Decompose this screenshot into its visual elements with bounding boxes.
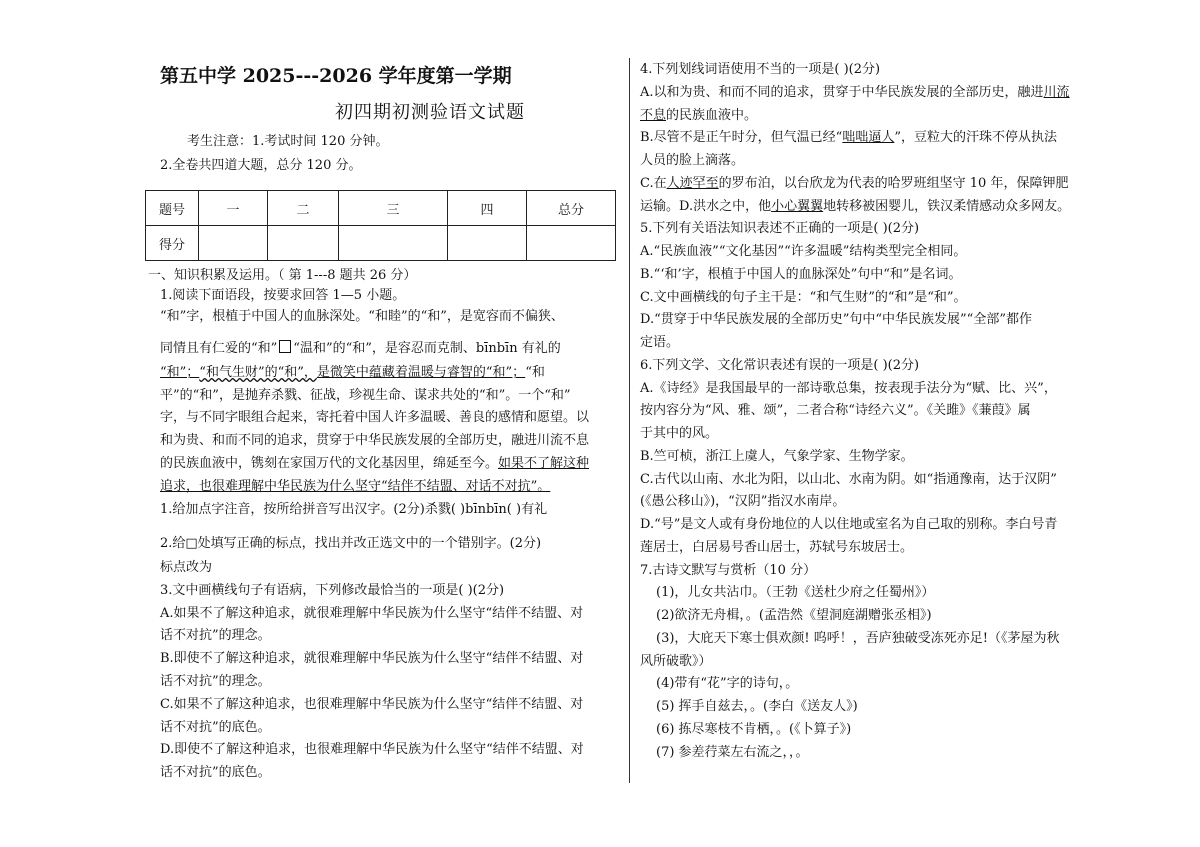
passage-line: 和为贵、和而不同的追求，贯穿于中华民族发展的全部历史，融进川流不息 (160, 433, 590, 448)
option-text: 的罗布泊，以台欣龙为代表的哈罗班组坚守 10 年，保障钾肥 (718, 176, 1069, 191)
exam-subject-title: 初四期初测验语文试题 (335, 102, 525, 123)
underlined-sentence: 如果不了解这种 (498, 456, 590, 471)
q3-option-d: D.即使不了解这种追求，也很难理解中华民族为什么坚守“结伴不结盟、对 (160, 742, 584, 757)
q6-option-a: 于其中的风。 (640, 426, 719, 441)
q2-answer-line: 标点改为 (160, 560, 213, 575)
q7-heading: 7.古诗文默写与赏析（10 分） (640, 563, 817, 578)
underlined-word: 人迹罕至 (666, 176, 719, 191)
score-cell[interactable] (527, 226, 616, 261)
q6-option-d: 莲居士，白居易号香山居士，苏轼号东坡居士。 (640, 540, 914, 555)
q7-item: (1)，儿女共沾巾。（王勃《送杜少府之任蜀州》） (656, 585, 935, 600)
notice-line-1: 考生注意：1.考试时间 120 分钟。 (187, 134, 389, 149)
passage-text: 同情且有仁爱的“和” (160, 341, 278, 356)
score-table-score-row (146, 226, 616, 261)
option-text: B.尽管不是正午时分，但气温已经“ (640, 130, 843, 145)
score-cell[interactable] (339, 226, 448, 261)
q7-item: (7) 参差荇菜左右流之，，。 (656, 745, 809, 760)
q5-option-c: C.文中画横线的句子主干是：“和气生财”的“和”是“和”。 (640, 290, 967, 305)
q5-option-d: D.“贯穿于中华民族发展的全部历史”句中“中华民族发展”“全部”都作 (640, 312, 1032, 327)
underlined-word: 小心翼翼 (771, 199, 824, 214)
q7-item: 风所破歌》） (640, 654, 712, 669)
q3-option-a: A.如果不了解这种追求，就很难理解中华民族为什么坚守“结伴不结盟、对 (160, 606, 584, 621)
option-text: C.在 (640, 176, 667, 191)
score-table (145, 190, 616, 261)
q3-option-c: 话不对抗”的底色。 (160, 720, 271, 735)
score-header-cell: 总分 (527, 191, 616, 226)
score-header-cell: 一 (199, 191, 268, 226)
passage-text: “和”； (160, 365, 200, 380)
q7-item: (4)带有“花”字的诗句，。 (656, 676, 799, 691)
notice-line-2: 2.全卷共四道大题，总分 120 分。 (160, 158, 362, 173)
score-header-cell: 三 (339, 191, 448, 226)
underlined-sentence: 追求，也很难理解中华民族为什么坚守“结伴不结盟、对话不对抗”。 (160, 479, 551, 494)
q4-option-a (640, 85, 1070, 101)
q7-item: (6) 拣尽寒枝不肯栖，。(《卜算子》) (656, 722, 852, 737)
q3-option-a: 话不对抗”的理念。 (160, 628, 271, 643)
option-text: A.以和为贵、和而不同的追求，贯穿于中华民族发展的全部历史，融进 (640, 85, 1044, 100)
q3-question: 3.文中画横线句子有语病，下列修改最恰当的一项是( )(2分) (160, 583, 505, 598)
q7-item: (5) 挥手自兹去，。(李白《送友人》) (656, 699, 858, 714)
passage-line (160, 340, 561, 357)
punctuation-blank-box[interactable] (279, 340, 291, 353)
passage-text: “和 (525, 365, 545, 380)
q7-item: (3)，大庇天下寒士俱欢颜! 呜呼！，吾庐独破受冻死亦足!（《茅屋为秋 (656, 631, 1060, 646)
exam-school-title: 第五中学 2025---2026 学年度第一学期 (160, 65, 512, 87)
q6-option-a: 按内容分为“风、雅、颂”，二者合称“诗经六义”。《关雎》《蒹葭》属 (640, 403, 1031, 418)
score-cell[interactable] (268, 226, 339, 261)
q3-option-b: B.即使不了解这种追求，就很难理解中华民族为什么坚守“结伴不结盟、对 (160, 651, 584, 666)
q3-option-d: 话不对抗”的底色。 (160, 765, 271, 780)
underlined-sentence: 是微笑中蕴藏着温暖与睿智的“和”； (316, 365, 526, 380)
score-row-label: 得分 (146, 226, 199, 261)
q4-option-b (640, 130, 1057, 146)
q1-intro: 1.阅读下面语段，按要求回答 1—5 小题。 (160, 288, 406, 303)
q4-option-c-d (640, 199, 1070, 215)
q2-question: 2.给□处填写正确的标点，找出并改正选文中的一个错别字。(2分) (160, 536, 542, 551)
option-text: 地转移被困婴儿，铁汉柔情感动众多网友。 (823, 199, 1071, 214)
q6-question: 6.下列文学、文化常识表述有误的一项是( )(2分) (640, 358, 920, 373)
underlined-word: 川流 (1043, 85, 1070, 100)
q6-option-b: B.竺可桢，浙江上虞人，气象学家、生物学家。 (640, 449, 914, 464)
q7-item: (2)欲济无舟楫，。(孟浩然《望洞庭湖赠张丞相》) (656, 608, 932, 623)
q3-option-b: 话不对抗”的理念。 (160, 674, 271, 689)
q4-option-a (640, 108, 757, 124)
underlined-word: 不息 (640, 108, 667, 123)
q6-option-a: A.《诗经》是我国最早的一部诗歌总集，按表现手法分为“赋、比、兴”， (640, 381, 1057, 396)
option-text: ”，豆粒大的汗珠不停从执法 (894, 130, 1058, 145)
passage-line: 字，与不同字眼组合起来，寄托着中国人许多温暖、善良的感情和愿望。以 (160, 410, 590, 425)
score-header-cell: 四 (448, 191, 527, 226)
option-text: 的民族血液中。 (666, 108, 758, 123)
q6-option-c: (《愚公移山》)，“汉阴”指汉水南岸。 (640, 494, 846, 509)
section-one-heading: 一、知识积累及运用。（ 第 1---8 题共 26 分） (148, 268, 417, 283)
q5-option-a: A.“民族血液”“文化基因”“许多温暖”结构类型完全相同。 (640, 244, 967, 259)
q6-option-c: C.古代以山南、水北为阳，以山北、水南为阴。如“指通豫南，达于汉阴” (640, 472, 1057, 487)
q5-question: 5.下列有关语法知识表述不正确的一项是( )(2分) (640, 221, 920, 236)
q1-pinyin-question: 1.给加点字注音，按所给拼音写出汉字。(2分)杀戮( )bīnbīn( )有礼 (160, 502, 548, 517)
passage-text: 的民族血液中，镌刻在家国万代的文化基因里，绵延至今。 (160, 456, 499, 471)
score-cell[interactable] (199, 226, 268, 261)
score-header-cell: 题号 (146, 191, 199, 226)
q4-option-c (640, 176, 1068, 192)
passage-text: “温和”的“和”，是容忍而克制、bīnbīn 有礼的 (293, 341, 561, 356)
q4-option-b: 人员的脸上滴落。 (640, 153, 745, 168)
underlined-word: 咄咄逼人 (842, 130, 895, 145)
q4-question: 4.下列划线词语使用不当的一项是( )(2分) (640, 62, 881, 77)
passage-line: “和”字，根植于中国人的血脉深处。“和睦”的“和”，是宽容而不偏狭、 (160, 309, 564, 324)
passage-line (160, 456, 589, 472)
q5-option-d: 定语。 (640, 335, 680, 350)
column-divider (629, 58, 630, 783)
q5-option-b: B.“‘和’字，根植于中国人的血脉深处”句中“和”是名词。 (640, 267, 962, 282)
passage-line: 平”的“和”，是抛弃杀戮、征战，珍视生命、谋求共处的“和”。一个“和” (160, 388, 571, 403)
q3-option-c: C.如果不了解这种追求，也很难理解中华民族为什么坚守“结伴不结盟、对 (160, 697, 584, 712)
score-header-cell: 二 (268, 191, 339, 226)
underlined-sentence: “和气生财”的“和”， (199, 365, 317, 380)
score-cell[interactable] (448, 226, 527, 261)
q6-option-d: D.“号”是文人或有身份地位的人以住地或室名为自己取的别称。李白号青 (640, 517, 1058, 532)
passage-line (160, 365, 545, 381)
option-text: 运输。D.洪水之中，他 (640, 199, 772, 214)
score-table-header-row (146, 191, 616, 226)
